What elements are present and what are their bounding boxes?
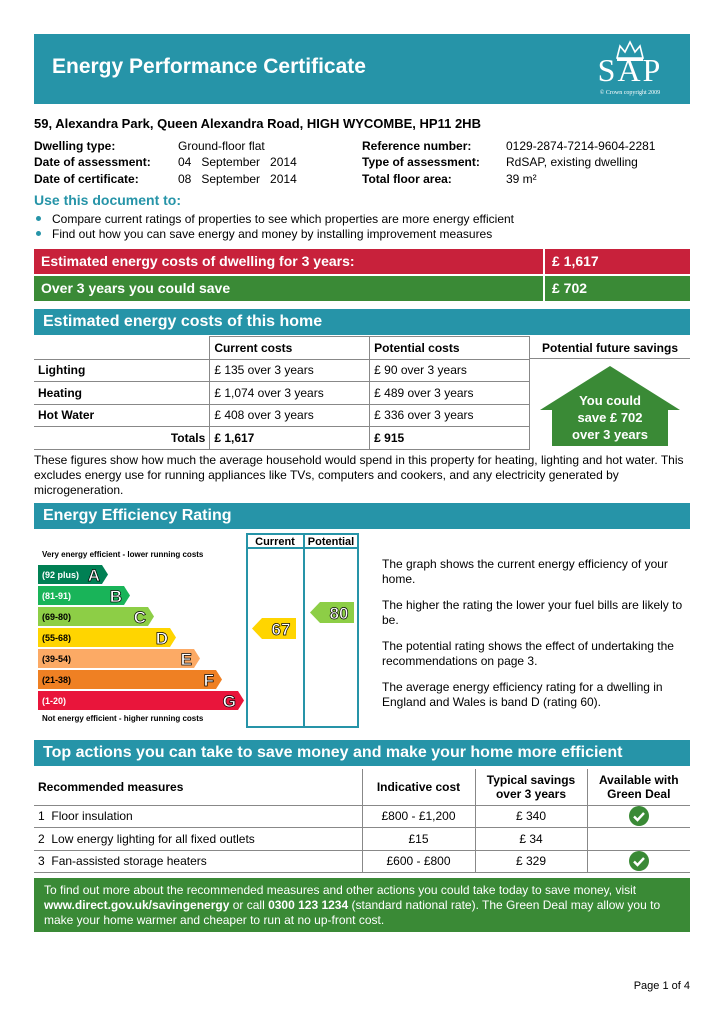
totals-current: £ 1,617 [210,427,370,450]
rating-band-letter: C [133,608,146,627]
costs-explanation: These figures show how much the average household would spend in this property for heating, lighting and hot water. This excludes energy use for running appliances like TVs, computers and cookers, and any electricity generated by microgeneration. [34,453,684,497]
measures-header: Recommended measures [34,769,362,805]
cost-cell: £600 - £800 [362,850,475,873]
footer-info-box: To find out more about the recommended measures and other actions you could take today to save money, visit www.direct.gov.uk/savingenergy or call 0300 123 1234 (standard national rate). The Green Deal may allow you to make your home warmer and cheaper to run at no up-front cost. [34,878,690,932]
rating-band-letter: A [87,566,100,585]
type-assessment-value: RdSAP, existing dwelling [506,155,638,169]
rating-explanation-3: The potential rating shows the effect of undertaking the recommendations on page 3. [382,639,674,668]
savings-cell: £ 340 [475,805,587,828]
current-cost-cell: £ 1,074 over 3 years [210,382,370,405]
totals-label: Totals [34,427,210,450]
checkmark-icon [629,806,649,826]
savings-label: Over 3 years you could save [34,276,543,301]
measure-cell: 2 Low energy lighting for all fixed outlets [34,828,362,851]
estimated-cost-label: Estimated energy costs of dwelling for 3 years: [34,249,543,274]
totals-row [34,427,530,450]
savings-website-link[interactable]: www.direct.gov.uk/savingenergy [44,898,230,912]
energy-rating-graph [34,533,360,728]
potential-costs-header: Potential costs [370,337,530,360]
type-assessment-label: Type of assessment: [362,155,480,169]
row-label: Lighting [34,359,210,382]
actions-section-title: Top actions you can take to save money and make your home more efficient [34,740,690,766]
rating-band-range: (21-38) [42,675,72,685]
rating-band-range: (92 plus) [42,570,80,580]
rating-band-letter: D [155,629,168,648]
use-doc-bullet: Compare current ratings of properties to see which properties are more energy efficient [34,212,514,226]
current-column-header: Current [255,536,295,548]
rating-band-range: (69-80) [42,612,72,622]
page-title: Energy Performance Certificate [52,55,366,78]
costs-section-title: Estimated energy costs of this home [34,309,690,335]
rating-explanation-2: The higher the rating the lower your fuel bills are likely to be. [382,598,683,627]
potential-rating-value: 80 [329,604,349,623]
sap-logo-text: SAP [597,52,663,88]
property-address: 59, Alexandra Park, Queen Alexandra Road, HIGH WYCOMBE, HP11 2HB [34,116,481,131]
green-deal-header: Available with Green Deal [587,769,690,805]
measures-table [34,769,690,873]
rating-explanation-4: The average energy efficiency rating for a dwelling in England and Wales is band D (rating 60). [382,680,663,709]
empty-header-cell [34,337,210,360]
date-assessment-label: Date of assessment: [34,155,151,169]
measure-cell: 3 Fan-assisted storage heaters [34,850,362,873]
reference-label: Reference number: [362,139,472,153]
totals-potential: £ 915 [370,427,530,450]
current-rating-value: 67 [271,620,291,639]
rating-band-range: (81-91) [42,591,72,601]
bullet-dot-icon [36,216,41,221]
phone-number: 0300 123 1234 [268,898,349,912]
date-assessment-value: 04 September 2014 [178,155,297,169]
rating-top-note: Very energy efficient - lower running costs [42,550,204,559]
table-row [34,404,530,427]
rating-bottom-note: Not energy efficient - higher running costs [42,714,204,723]
future-savings-header: Potential future savings [530,336,690,359]
rating-band-letter: F [203,671,214,690]
rating-section-title: Energy Efficiency Rating [34,503,690,529]
green-deal-cell [587,805,690,828]
checkmark-icon [629,851,649,871]
use-doc-bullet: Find out how you can save energy and money by installing improvement measures [34,227,492,241]
table-row [34,359,530,382]
rating-band-range: (1-20) [42,696,67,706]
rating-band-range: (39-54) [42,654,72,664]
current-cost-cell: £ 408 over 3 years [210,404,370,427]
rating-explanation-1: The graph shows the current energy efficiency of your home. [382,557,668,586]
floor-area-value: 39 m² [506,172,537,186]
rating-band-g [38,691,244,710]
date-certificate-label: Date of certificate: [34,172,139,186]
bullet-dot-icon [36,231,41,236]
potential-cost-cell: £ 489 over 3 years [370,382,530,405]
green-deal-cell [587,828,690,851]
row-label: Hot Water [34,404,210,427]
date-certificate-value: 08 September 2014 [178,172,297,186]
rating-chart [34,533,360,728]
sap-logo [580,38,680,100]
green-deal-cell [587,850,690,873]
savings-bar [34,276,690,301]
page-number: Page 1 of 4 [633,980,690,992]
cost-cell: £800 - £1,200 [362,805,475,828]
rating-band-range: (55-68) [42,633,72,643]
potential-column-header: Potential [307,536,355,548]
costs-table [34,336,530,450]
cost-cell: £15 [362,828,475,851]
current-cost-cell: £ 135 over 3 years [210,359,370,382]
cost-header: Indicative cost [362,769,475,805]
row-label: Heating [34,382,210,405]
header-bar [34,34,690,104]
rating-band-letter: E [180,650,192,669]
use-doc-title: Use this document to: [34,192,182,208]
estimated-cost-bar [34,249,690,274]
rating-band-letter: G [222,692,236,711]
savings-cell: £ 329 [475,850,587,873]
table-header-row [34,769,690,805]
dwelling-type-value: Ground-floor flat [178,139,265,153]
table-header-row [34,337,530,360]
table-row [34,828,690,851]
rating-band-letter: B [109,587,122,606]
future-savings-text: You could save £ 702 over 3 years [572,393,648,442]
estimated-cost-value: £ 1,617 [545,249,690,274]
reference-value: 0129-2874-7214-9604-2281 [506,139,656,153]
table-row [34,382,530,405]
savings-header: Typical savings over 3 years [475,769,587,805]
table-row [34,850,690,873]
rating-bands [38,565,244,711]
measure-cell: 1 Floor insulation [34,805,362,828]
savings-cell: £ 34 [475,828,587,851]
current-costs-header: Current costs [210,337,370,360]
savings-value: £ 702 [545,276,690,301]
potential-cost-cell: £ 336 over 3 years [370,404,530,427]
floor-area-label: Total floor area: [362,172,452,186]
potential-cost-cell: £ 90 over 3 years [370,359,530,382]
dwelling-type-label: Dwelling type: [34,139,116,153]
crown-copyright: © Crown copyright 2009 [599,90,661,96]
table-row [34,805,690,828]
